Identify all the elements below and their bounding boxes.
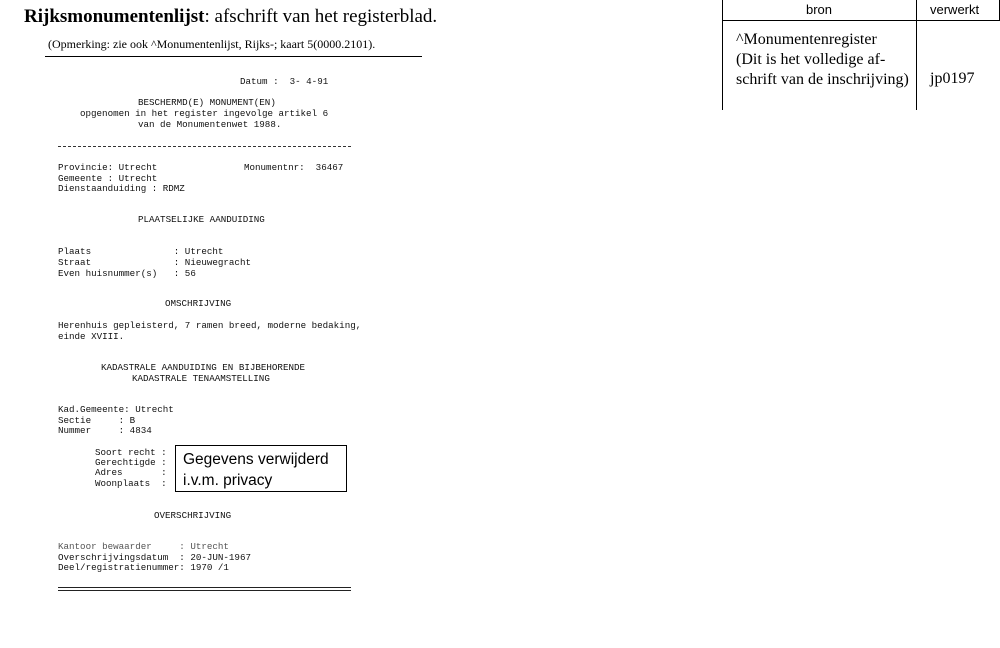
doc-nummer: Nummer : 4834 <box>58 425 152 436</box>
doc-dashed-rule <box>58 146 351 147</box>
doc-section-heading: KADASTRALE AANDUIDING EN BIJBEHORENDE <box>101 362 305 373</box>
doc-section-heading: OMSCHRIJVING <box>165 298 232 309</box>
doc-kantoor: Kantoor bewaarder : Utrecht <box>58 541 229 552</box>
doc-deel: Deel/registratienummer: 1970 /1 <box>58 562 229 573</box>
privacy-note-line: i.v.m. privacy <box>183 472 273 489</box>
privacy-redaction-box <box>175 445 347 492</box>
page-title-bold: Rijksmonumentenlijst <box>24 6 205 27</box>
page-title <box>24 6 437 28</box>
doc-provincie: Provincie: Utrecht <box>58 162 158 173</box>
source-table <box>722 0 1000 110</box>
doc-kad-gemeente: Kad.Gemeente: Utrecht <box>58 404 174 415</box>
doc-plaats: Plaats : Utrecht <box>58 246 224 257</box>
doc-date: Datum : 3- 4-91 <box>240 76 329 87</box>
remark-text: (Opmerking: zie ook ^Monumentenlijst, Rijks-; kaart 5(0000.2101). <box>48 37 376 51</box>
doc-field-label: Soort recht : <box>95 447 167 458</box>
doc-section-heading: PLAATSELIJKE AANDUIDING <box>138 214 265 225</box>
column-header-verwerkt: verwerkt <box>930 2 980 17</box>
doc-section-heading: KADASTRALE TENAAMSTELLING <box>132 373 270 384</box>
doc-heading-line: van de Monumentenwet 1988. <box>138 119 282 130</box>
table-header-rule <box>722 20 1000 21</box>
doc-field-label: Woonplaats : <box>95 478 167 489</box>
doc-field-label: Adres : <box>95 467 167 478</box>
column-header-bron: bron <box>806 2 833 17</box>
privacy-note <box>183 449 329 491</box>
doc-double-rule <box>58 587 351 591</box>
doc-heading-line: BESCHERMD(E) MONUMENT(EN) <box>138 97 276 108</box>
doc-omschrijving-line: einde XVIII. <box>58 331 125 342</box>
cell-bron-line: (Dit is het volledige af- <box>736 51 886 68</box>
table-left-border <box>722 0 723 110</box>
page-title-rest: : afschrift van het registerblad. <box>204 6 438 27</box>
doc-sectie: Sectie : B <box>58 415 136 426</box>
doc-monumentnr: Monumentnr: 36467 <box>244 162 344 173</box>
cell-bron-line: schrift van de inschrijving) <box>736 71 909 88</box>
privacy-note-line: Gegevens verwijderd <box>183 451 329 468</box>
cell-bron-line: ^Monumentenregister <box>736 31 877 48</box>
doc-straat: Straat : Nieuwegracht <box>58 257 251 268</box>
doc-omschrijving-line: Herenhuis gepleisterd, 7 ramen breed, moderne bedaking, <box>58 320 362 331</box>
doc-gemeente: Gemeente : Utrecht <box>58 173 158 184</box>
doc-field-label: Gerechtigde : <box>95 457 167 468</box>
remark-underline <box>45 56 422 57</box>
doc-overschrijvingsdatum: Overschrijvingsdatum : 20-JUN-1967 <box>58 552 251 563</box>
doc-section-heading: OVERSCHRIJVING <box>154 510 232 521</box>
cell-verwerkt: jp0197 <box>930 70 975 87</box>
doc-huisnummer: Even huisnummer(s) : 56 <box>58 268 196 279</box>
table-column-divider <box>916 0 917 110</box>
cell-bron <box>736 30 909 90</box>
doc-heading-line: opgenomen in het register ingevolge artikel 6 <box>80 108 329 119</box>
doc-dienstaanduiding: Dienstaanduiding : RDMZ <box>58 183 185 194</box>
